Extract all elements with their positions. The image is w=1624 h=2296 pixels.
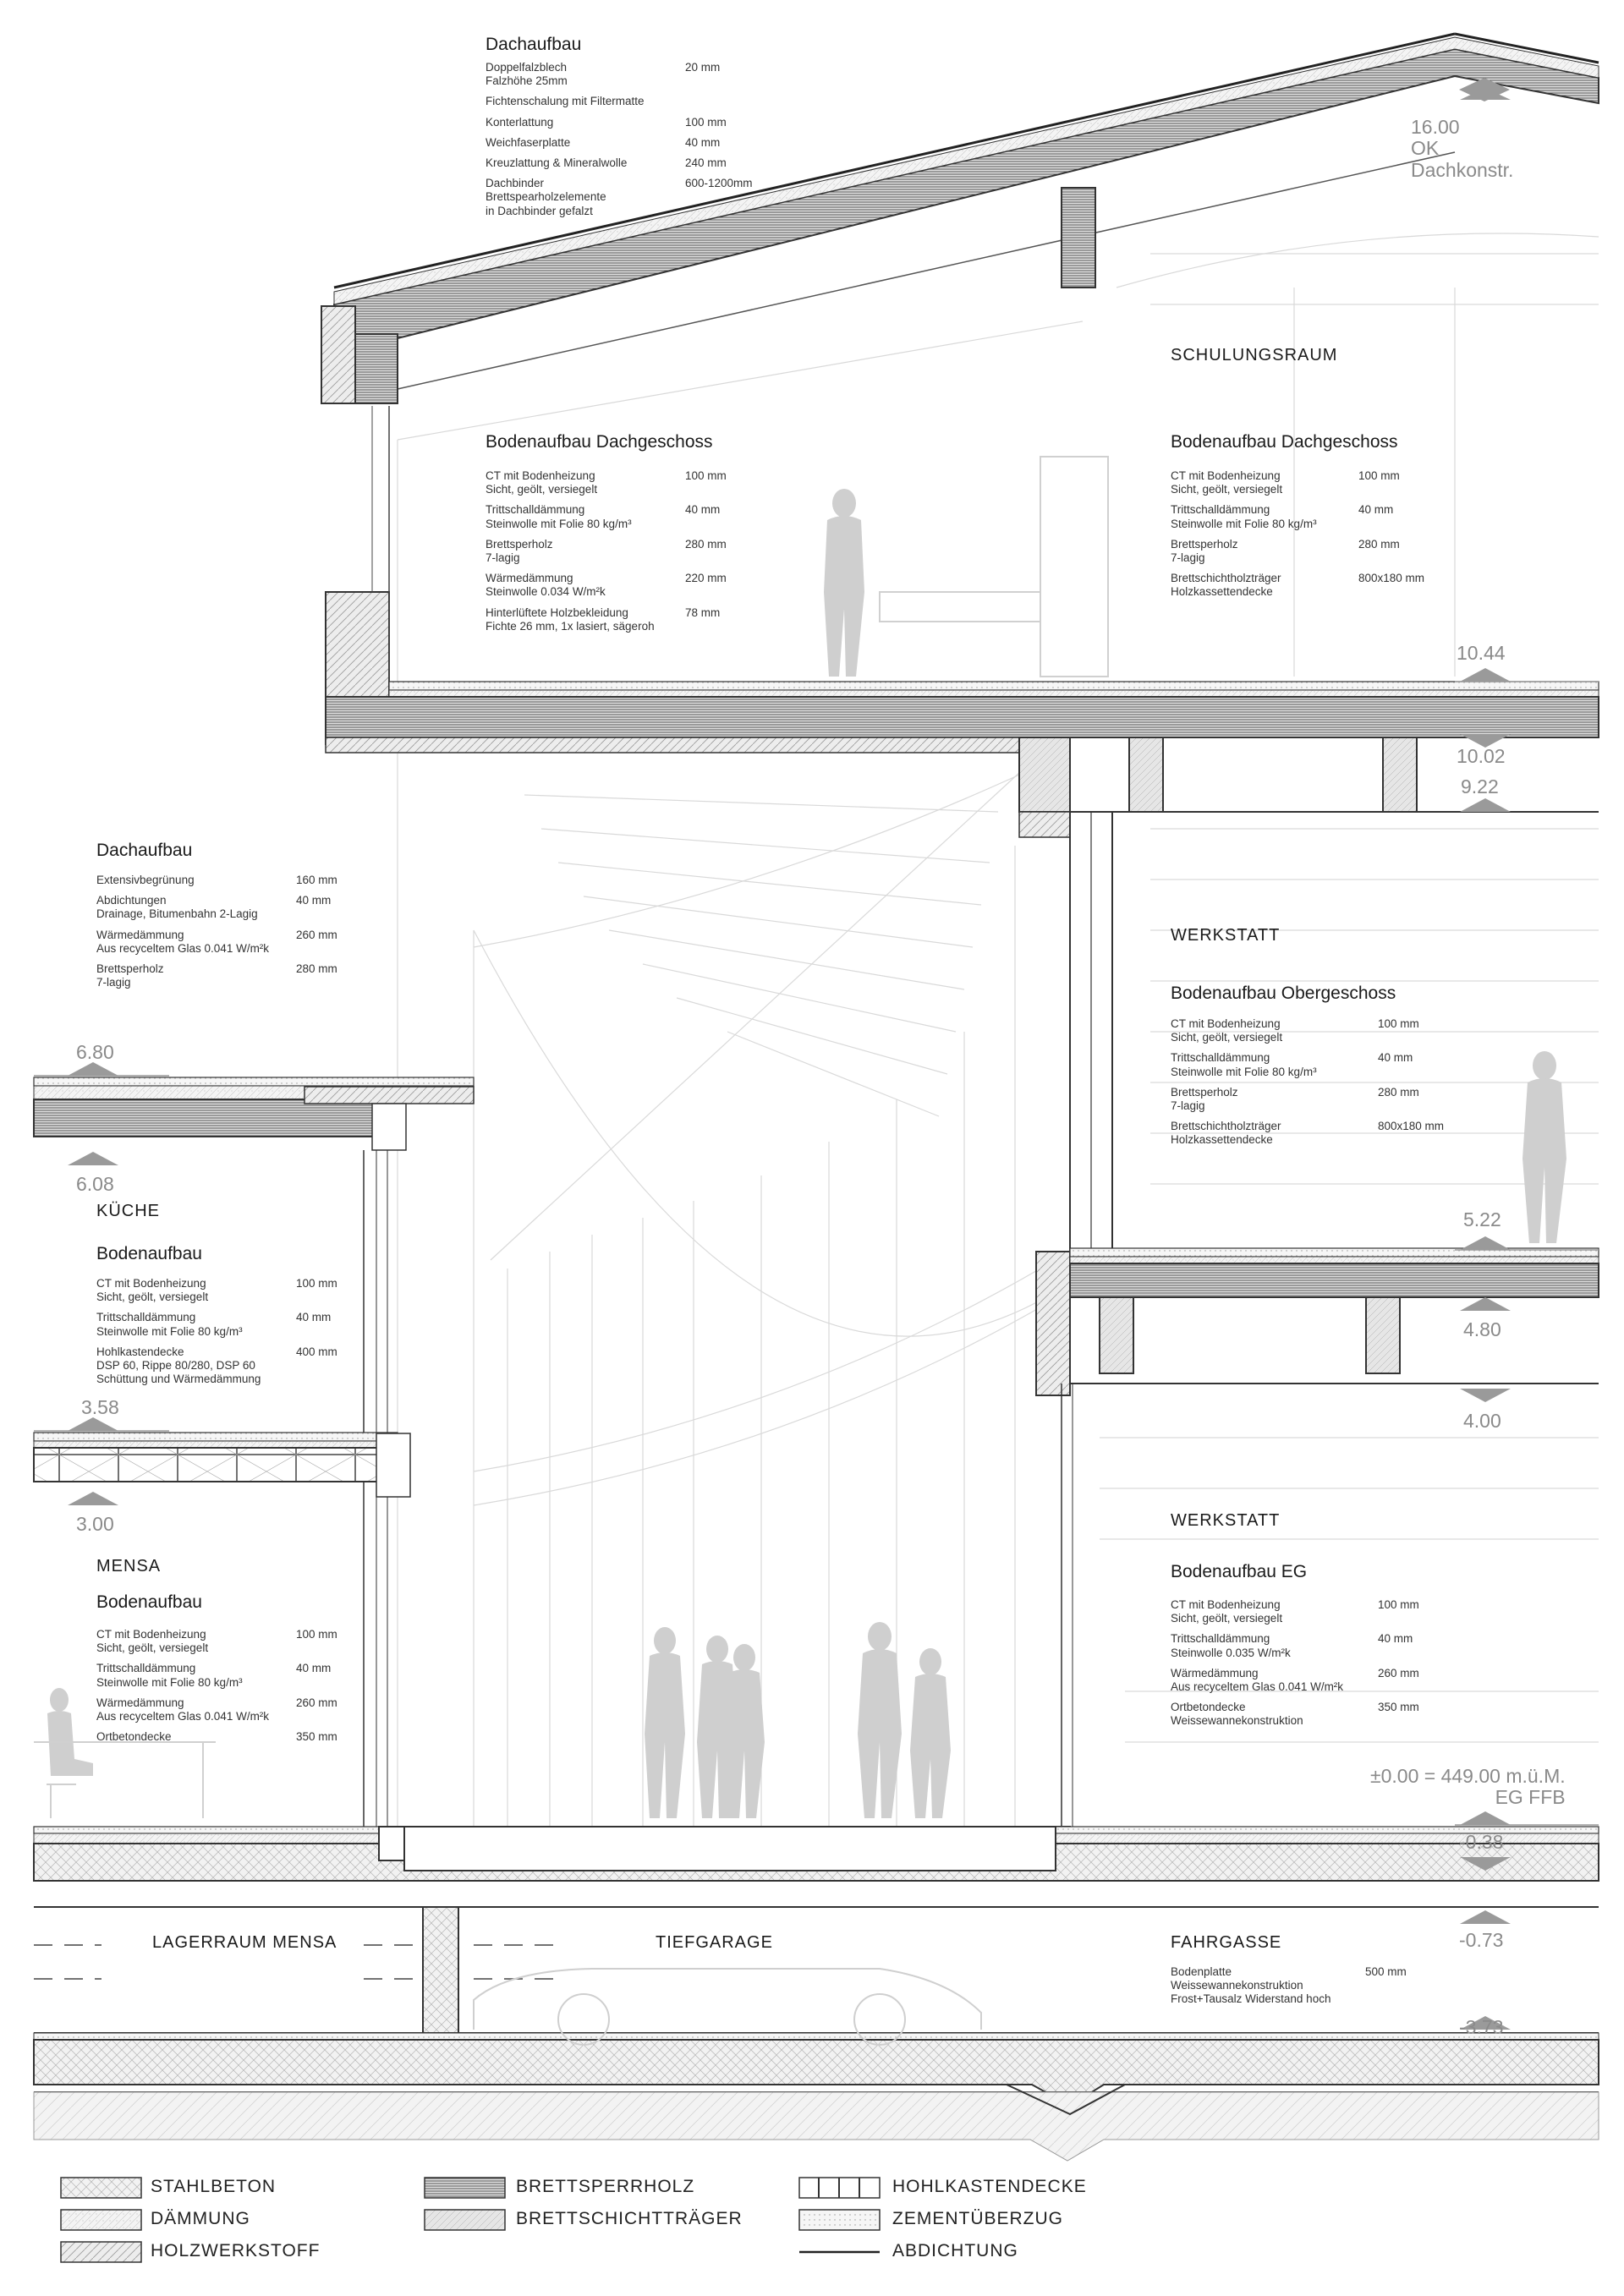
layer-row bbox=[486, 572, 773, 599]
layer-name: Trittschalldämmung Steinwolle mit Folie 80 kg/m³ bbox=[1171, 503, 1317, 530]
legend-stahlbeton: STAHLBETON bbox=[151, 2177, 277, 2196]
layer-row bbox=[1171, 1120, 1458, 1147]
layer-name: Weichfaserplatte bbox=[486, 135, 571, 149]
layer-name: CT mit Bodenheizung Sicht, geölt, versiegelt bbox=[1171, 1598, 1283, 1625]
layer-thickness: 280 mm bbox=[1378, 1085, 1419, 1099]
layer-name: Extensivbegrünung bbox=[96, 874, 195, 886]
layer-title-floor-dg-left: Bodenaufbau Dachgeschoss bbox=[486, 432, 713, 452]
layer-row bbox=[96, 1277, 384, 1304]
layer-name: Brettschichtholzträger Holzkassettendecke bbox=[1171, 1120, 1281, 1147]
layer-row bbox=[1171, 538, 1458, 565]
layer-name: CT mit Bodenheizung Sicht, geölt, versiegelt bbox=[96, 1277, 209, 1304]
layer-thickness: 40 mm bbox=[1378, 1632, 1413, 1646]
layer-row bbox=[96, 929, 384, 956]
layer-row bbox=[486, 503, 773, 530]
layer-name: Trittschalldämmung Steinwolle mit Folie 80 kg/m³ bbox=[96, 1311, 243, 1338]
layer-thickness: 500 mm bbox=[1365, 1965, 1407, 1978]
layer-row bbox=[1171, 1051, 1458, 1078]
layer-row bbox=[1171, 1701, 1458, 1728]
layer-row bbox=[1171, 1017, 1458, 1044]
layer-thickness: 20 mm bbox=[685, 61, 721, 74]
level-label-minus-0-38: -0.38 bbox=[1459, 1831, 1504, 1853]
layer-row bbox=[96, 894, 384, 921]
level-label-roof: 16.00 OK Dachkonstr. bbox=[1411, 116, 1514, 181]
layer-title-floor-dg-right: Bodenaufbau Dachgeschoss bbox=[1171, 432, 1398, 452]
layer-thickness: 260 mm bbox=[1378, 1666, 1419, 1680]
layer-list-bodenplatte bbox=[1171, 1965, 1458, 2014]
layer-name: Hinterlüftete Holzbekleidung Fichte 26 mm, 1x lasiert, sägeroh bbox=[486, 606, 655, 633]
level-label-10-44: 10.44 bbox=[1457, 642, 1506, 664]
layer-name: Ortbetondecke Weissewannekonstruktion bbox=[1171, 1701, 1303, 1728]
layer-thickness: 800x180 mm bbox=[1358, 572, 1425, 585]
layer-name: Brettsperholz 7-lagig bbox=[1171, 537, 1238, 564]
layer-row bbox=[96, 1730, 384, 1744]
layer-title-floor-mensa: Bodenaufbau bbox=[96, 1592, 202, 1612]
layer-thickness: 350 mm bbox=[296, 1730, 337, 1744]
layer-thickness: 260 mm bbox=[296, 928, 337, 941]
room-label-schulungsraum: SCHULUNGSRAUM bbox=[1171, 346, 1338, 364]
layer-thickness: 78 mm bbox=[685, 606, 721, 619]
layer-row bbox=[96, 1696, 384, 1723]
layer-name: Wärmedämmung Aus recyceltem Glas 0.041 W/m²k bbox=[96, 928, 270, 955]
layer-name: Hohlkastendecke DSP 60, Rippe 80/280, DSP 60 Schüttung und Wärmedämmung bbox=[96, 1345, 261, 1386]
room-label-werkstatt-og: WERKSTATT bbox=[1171, 926, 1281, 945]
legend-abdichtung: ABDICHTUNG bbox=[892, 2241, 1018, 2260]
layer-name: Brettsperholz 7-lagig bbox=[1171, 1085, 1238, 1112]
layer-name: Fichtenschalung mit Filtermatte bbox=[486, 95, 645, 108]
layer-title-floor-kueche: Bodenaufbau bbox=[96, 1244, 202, 1263]
layer-name: Konterlattung bbox=[486, 115, 554, 129]
room-label-fahrgasse: FAHRGASSE bbox=[1171, 1933, 1282, 1952]
layer-thickness: 100 mm bbox=[685, 469, 727, 482]
layer-name: Trittschalldämmung Steinwolle 0.035 W/m²k bbox=[1171, 1632, 1291, 1659]
legend-daemmung: DÄMMUNG bbox=[151, 2209, 250, 2228]
layer-row bbox=[486, 95, 773, 108]
layer-row bbox=[96, 1662, 384, 1689]
layer-thickness: 40 mm bbox=[296, 894, 332, 907]
level-label-minus-0-73: -0.73 bbox=[1459, 1929, 1504, 1951]
layer-name: Brettsperholz 7-lagig bbox=[486, 537, 553, 564]
layer-name: Wärmedämmung Aus recyceltem Glas 0.041 W/m²k bbox=[1171, 1666, 1344, 1693]
layer-name: Dachbinder Brettspearholzelemente in Dachbinder gefalzt bbox=[486, 177, 606, 217]
layer-row bbox=[486, 469, 773, 496]
layer-row bbox=[1171, 503, 1458, 530]
layer-thickness: 100 mm bbox=[296, 1277, 337, 1290]
legend-zementueberzug: ZEMENTÜBERZUG bbox=[892, 2209, 1063, 2228]
layer-row bbox=[96, 962, 384, 989]
layer-thickness: 350 mm bbox=[1378, 1701, 1419, 1714]
layer-list-floor-eg bbox=[1171, 1598, 1458, 1735]
layer-title-floor-og: Bodenaufbau Obergeschoss bbox=[1171, 984, 1396, 1003]
layer-row bbox=[486, 116, 773, 129]
layer-name: Wärmedämmung Steinwolle 0.034 W/m²k bbox=[486, 572, 606, 599]
level-label-6-80: 6.80 bbox=[76, 1041, 114, 1063]
layer-thickness: 40 mm bbox=[1358, 503, 1394, 517]
layer-list-floor-dg-right bbox=[1171, 469, 1458, 606]
layer-thickness: 280 mm bbox=[1358, 537, 1400, 551]
layer-thickness: 100 mm bbox=[296, 1628, 337, 1641]
layer-thickness: 40 mm bbox=[1378, 1051, 1413, 1065]
layer-row bbox=[1171, 572, 1458, 599]
layer-thickness: 280 mm bbox=[685, 537, 727, 551]
layer-row bbox=[486, 177, 773, 218]
layer-name: Brettsperholz 7-lagig bbox=[96, 962, 164, 989]
layer-row bbox=[486, 606, 773, 633]
level-label-5-22: 5.22 bbox=[1463, 1208, 1501, 1230]
layer-thickness: 40 mm bbox=[296, 1311, 332, 1324]
layer-row bbox=[1171, 1965, 1458, 2007]
legend-hohlkastendecke: HOHLKASTENDECKE bbox=[892, 2177, 1087, 2196]
layer-row bbox=[96, 1628, 384, 1655]
level-label-10-02: 10.02 bbox=[1457, 745, 1506, 767]
level-label-minus-3-73: -3.73 bbox=[1459, 2016, 1504, 2038]
layer-row bbox=[486, 136, 773, 150]
layer-title-roof-top: Dachaufbau bbox=[486, 35, 582, 54]
layer-row bbox=[1171, 1667, 1458, 1694]
layer-thickness: 600-1200mm bbox=[685, 177, 753, 190]
layer-thickness: 40 mm bbox=[685, 503, 721, 517]
layer-list-floor-og bbox=[1171, 1017, 1458, 1154]
layer-thickness: 220 mm bbox=[685, 572, 727, 585]
layer-thickness: 280 mm bbox=[296, 962, 337, 975]
layer-row bbox=[1171, 469, 1458, 496]
layer-row bbox=[96, 1345, 384, 1387]
room-label-tiefgarage: TIEFGARAGE bbox=[656, 1933, 773, 1952]
layer-name: Bodenplatte Weissewannekonstruktion Frost+Tausalz Widerstand hoch bbox=[1171, 1965, 1331, 2006]
layer-list-floor-dg-left bbox=[486, 469, 773, 640]
room-label-werkstatt-eg: WERKSTATT bbox=[1171, 1511, 1281, 1530]
layer-name: Trittschalldämmung Steinwolle mit Folie 80 kg/m³ bbox=[486, 503, 632, 530]
layer-name: Kreuzlattung & Mineralwolle bbox=[486, 156, 628, 169]
layer-thickness: 40 mm bbox=[685, 135, 721, 149]
layer-row bbox=[1171, 1632, 1458, 1659]
layer-thickness: 40 mm bbox=[296, 1662, 332, 1675]
legend-brettsperrholz: BRETTSPERRHOLZ bbox=[516, 2177, 695, 2196]
layer-row bbox=[486, 156, 773, 170]
legend-holzwerkstoff: HOLZWERKSTOFF bbox=[151, 2241, 321, 2260]
layer-name: CT mit Bodenheizung Sicht, geölt, versiegelt bbox=[1171, 1017, 1283, 1044]
layer-name: Ortbetondecke bbox=[96, 1730, 172, 1744]
layer-name: Abdichtungen Drainage, Bitumenbahn 2-Lagig bbox=[96, 894, 258, 921]
level-label-4-80: 4.80 bbox=[1463, 1318, 1501, 1340]
room-label-mensa: MENSA bbox=[96, 1557, 162, 1575]
layer-thickness: 100 mm bbox=[685, 115, 727, 129]
layer-title-roof-low: Dachaufbau bbox=[96, 841, 193, 860]
layer-list-roof-top bbox=[486, 61, 773, 225]
layer-list-floor-kueche bbox=[96, 1277, 384, 1393]
layer-thickness: 400 mm bbox=[296, 1345, 337, 1358]
layer-row bbox=[96, 874, 384, 887]
room-label-kueche: KÜCHE bbox=[96, 1202, 161, 1220]
level-label-6-08: 6.08 bbox=[76, 1173, 114, 1195]
layer-name: Trittschalldämmung Steinwolle mit Folie 80 kg/m³ bbox=[96, 1662, 243, 1689]
layer-name: Wärmedämmung Aus recyceltem Glas 0.041 W/m²k bbox=[96, 1696, 270, 1723]
level-label-3-00: 3.00 bbox=[76, 1513, 114, 1535]
layer-name: Brettschichtholzträger Holzkassettendecke bbox=[1171, 572, 1281, 599]
level-label-0-00: ±0.00 = 449.00 m.ü.M. EG FFB bbox=[1370, 1765, 1566, 1809]
layer-list-floor-mensa bbox=[96, 1628, 384, 1751]
layer-thickness: 100 mm bbox=[1378, 1017, 1419, 1030]
layer-row bbox=[486, 538, 773, 565]
layer-name: CT mit Bodenheizung Sicht, geölt, versiegelt bbox=[96, 1628, 209, 1655]
layer-thickness: 260 mm bbox=[296, 1696, 337, 1709]
layer-name: CT mit Bodenheizung Sicht, geölt, versiegelt bbox=[1171, 469, 1283, 496]
layer-thickness: 160 mm bbox=[296, 874, 337, 886]
level-label-4-00: 4.00 bbox=[1463, 1410, 1501, 1432]
layer-name: CT mit Bodenheizung Sicht, geölt, versiegelt bbox=[486, 469, 598, 496]
level-label-3-58: 3.58 bbox=[81, 1396, 119, 1418]
layer-list-roof-low bbox=[96, 874, 384, 996]
layer-thickness: 800x180 mm bbox=[1378, 1120, 1445, 1133]
layer-row bbox=[96, 1311, 384, 1338]
layer-row bbox=[1171, 1086, 1458, 1113]
legend-brettschichttraeger: BRETTSCHICHTTRÄGER bbox=[516, 2209, 743, 2228]
room-label-lagerraum: LAGERRAUM MENSA bbox=[152, 1933, 337, 1952]
layer-name: Trittschalldämmung Steinwolle mit Folie 80 kg/m³ bbox=[1171, 1051, 1317, 1078]
layer-thickness: 240 mm bbox=[685, 156, 727, 169]
layer-thickness: 100 mm bbox=[1378, 1598, 1419, 1611]
layer-name: Doppelfalzblech Falzhöhe 25mm bbox=[486, 61, 568, 88]
layer-thickness: 100 mm bbox=[1358, 469, 1400, 482]
layer-title-floor-eg: Bodenaufbau EG bbox=[1171, 1562, 1308, 1581]
layer-row bbox=[486, 61, 773, 88]
level-label-9-22: 9.22 bbox=[1461, 775, 1499, 797]
layer-row bbox=[1171, 1598, 1458, 1625]
